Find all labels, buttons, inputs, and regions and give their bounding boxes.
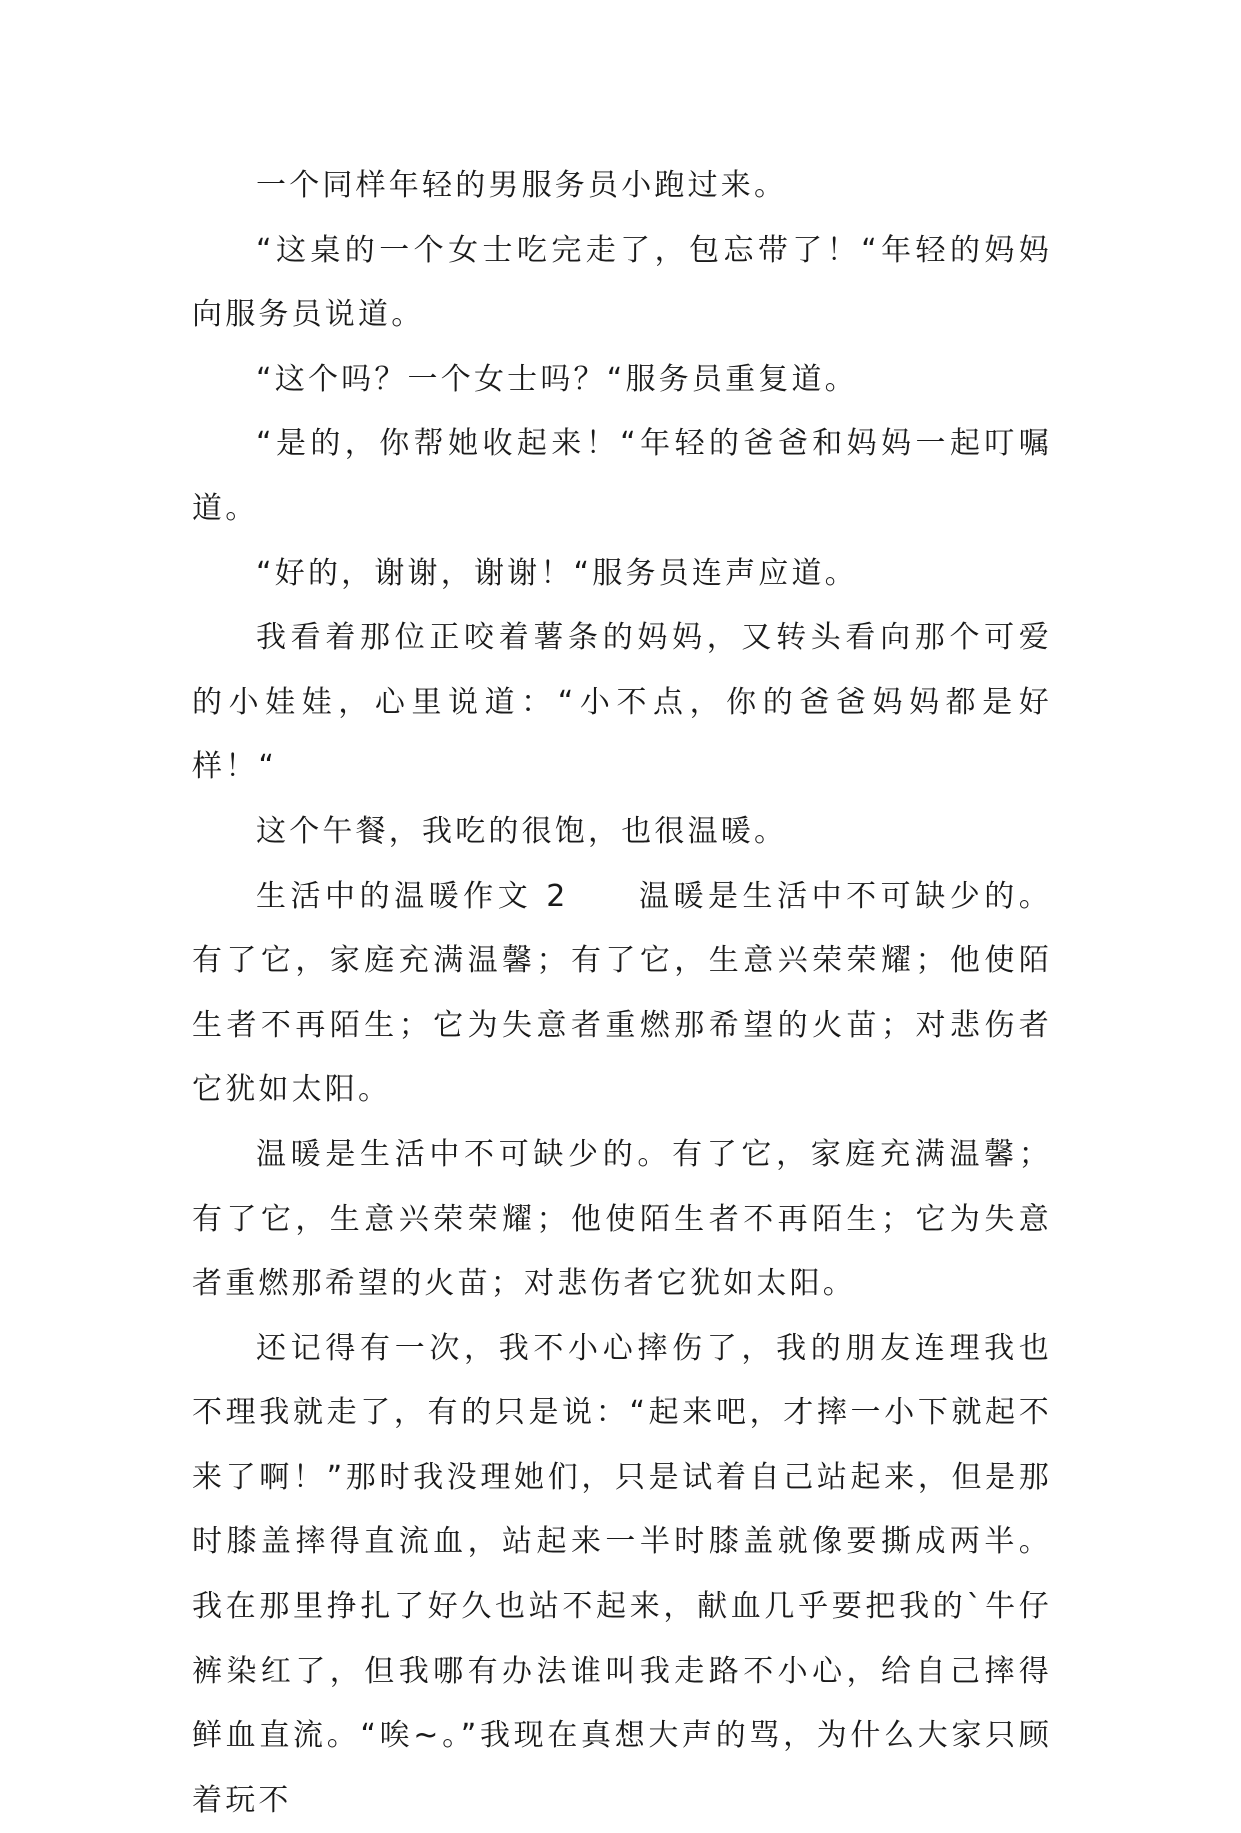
- paragraph: “这桌的一个女士吃完走了，包忘带了！“年轻的妈妈向服务员说道。: [192, 232, 1052, 333]
- paragraph: 这个午餐，我吃的很饱，也很温暖。: [256, 813, 788, 849]
- paragraph: 温暖是生活中不可缺少的。有了它，家庭充满温馨；有了它，生意兴荣荣耀；他使陌生者不再陌生；它为失意者重燃那希望的火苗；对悲伤者它犹如太阳。: [192, 1136, 1052, 1302]
- paragraph: 还记得有一次，我不小心摔伤了，我的朋友连理我也不理我就走了，有的只是说：“起来吧，才摔一小下就起不来了啊！”那时我没理她们，只是试着自己站起来，但是那时膝盖摔得直流血，站起来一半时膝盖就像要撕成两半。我在那里挣扎了好久也站不起来，献血几乎要把我的`牛仔裤染红了，但我哪有办法谁叫我走路不小心，给自己摔得鲜血直流。“唉~。”我现在真想大声的骂，为什么大家只顾着玩不: [192, 1330, 1052, 1818]
- paragraph: “是的，你帮她收起来！“年轻的爸爸和妈妈一起叮嘱道。: [192, 426, 1052, 526]
- paragraph: 我看着那位正咬着薯条的妈妈，又转头看向那个可爱的小娃娃，心里说道：“小不点，你的爸爸妈妈都是好样！“: [192, 620, 1052, 785]
- paragraph: “好的，谢谢，谢谢！“服务员连声应道。: [256, 555, 858, 591]
- paragraph: 生活中的温暖作文 2 温暖是生活中不可缺少的。有了它，家庭充满温馨；有了它，生意兴荣荣耀；他使陌生者不再陌生；它为失意者重燃那希望的火苗；对悲伤者它犹如太阳。: [192, 878, 1052, 1108]
- document-body: [192, 154, 1052, 1833]
- paragraph: 一个同样年轻的男服务员小跑过来。: [256, 168, 788, 203]
- paragraph: “这个吗？一个女士吗？“服务员重复道。: [256, 361, 858, 397]
